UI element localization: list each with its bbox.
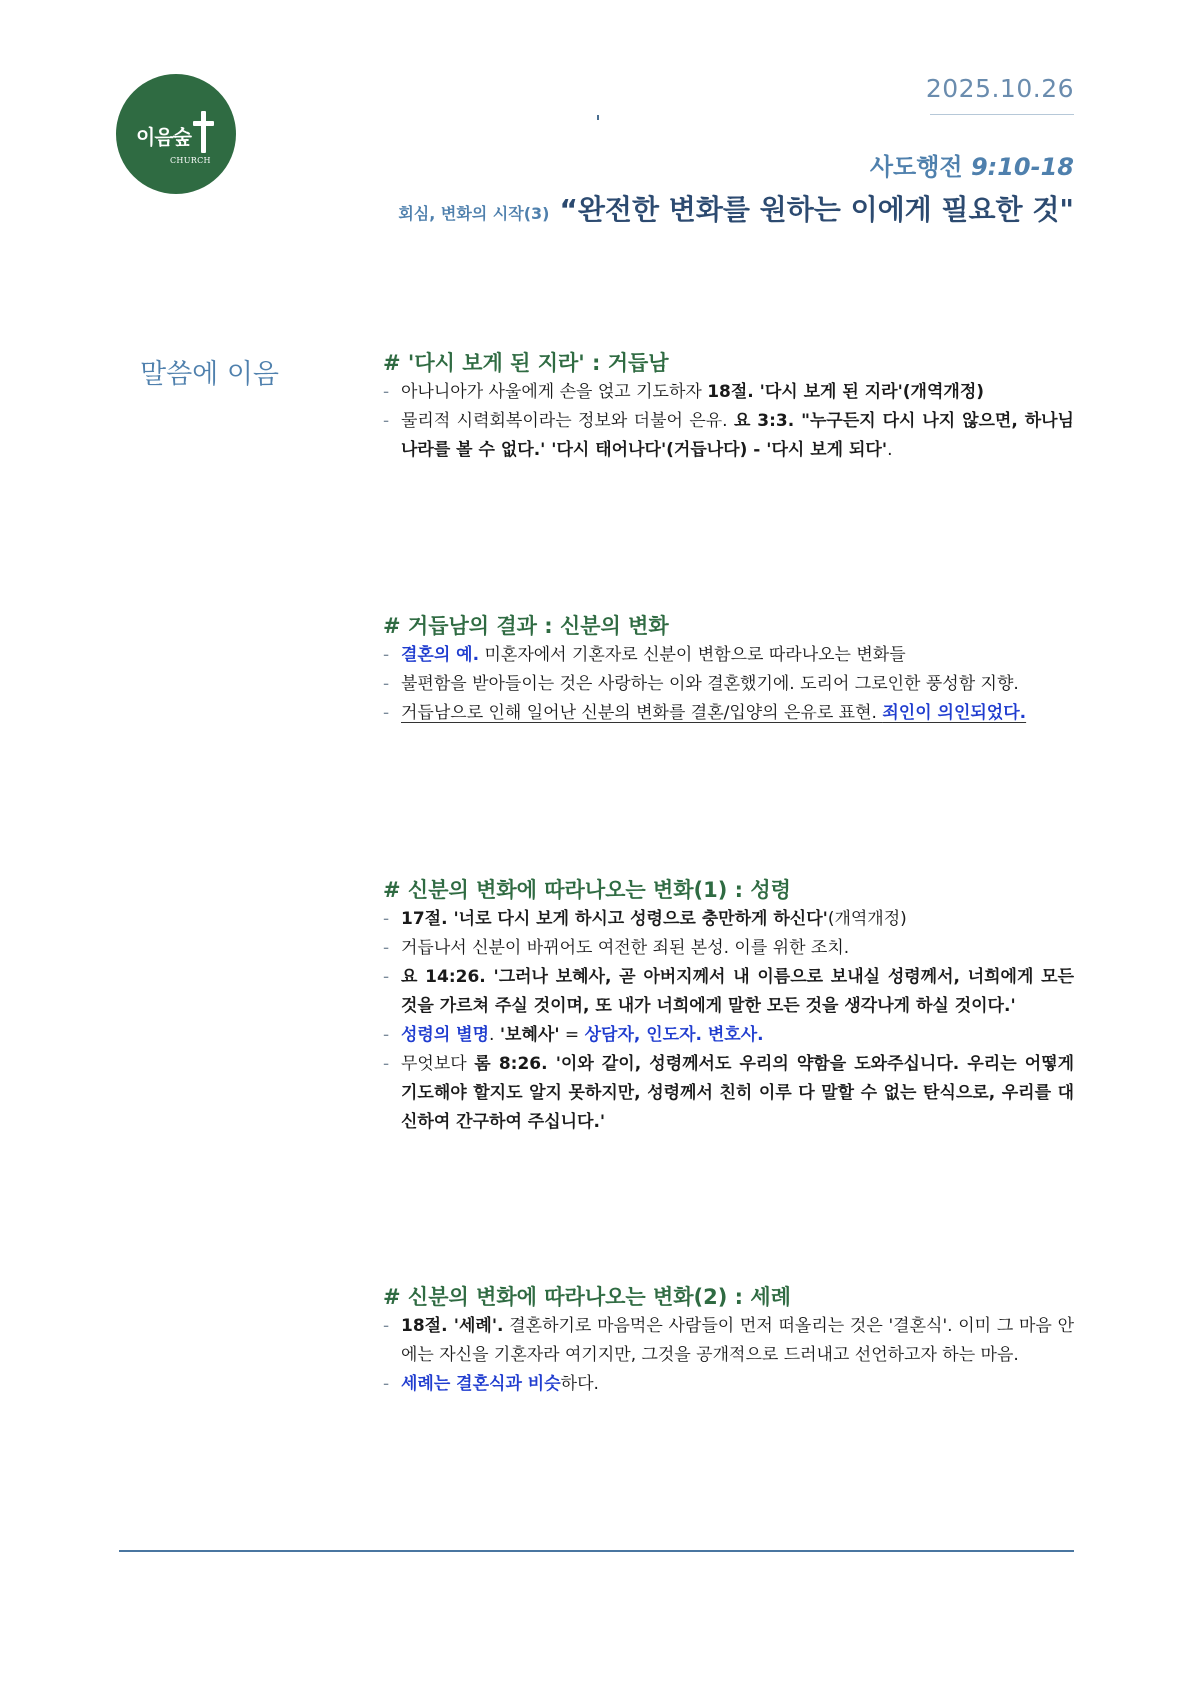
highlight-text: 죄인이 의인되었다. <box>882 703 1027 723</box>
sermon-title: “완전한 변화를 원하는 이에게 필요한 것" <box>559 193 1074 226</box>
church-logo <box>116 74 236 194</box>
section-2 <box>383 612 1074 728</box>
bullet-item <box>383 963 1074 1021</box>
bullet-text <box>401 909 907 929</box>
bullet-marker: - <box>383 909 390 929</box>
bullet-item <box>383 1370 1074 1399</box>
bullet-item <box>383 407 1074 465</box>
text-segment: = <box>559 1025 585 1045</box>
bullet-marker: - <box>383 1025 390 1045</box>
bullet-item <box>383 641 1074 670</box>
logo-church-text: CHURCH <box>170 156 211 165</box>
bullet-marker: - <box>383 703 390 723</box>
date-underline <box>930 114 1074 115</box>
text-segment: . <box>887 440 893 460</box>
bold-text: '보혜사' <box>499 1025 560 1045</box>
text-segment: 하다. <box>560 1374 599 1394</box>
highlight-text: 성령의 별명 <box>401 1025 490 1045</box>
text-segment: 물리적 시력회복이라는 정보와 더불어 은유. <box>401 411 734 431</box>
text-segment: 미혼자에서 기혼자로 신분이 변함으로 따라나오는 변화들 <box>479 645 906 665</box>
bullet-marker: - <box>383 1316 390 1336</box>
bullet-marker: - <box>383 1374 390 1394</box>
section-4 <box>383 1283 1074 1399</box>
bullet-text <box>401 1054 1074 1132</box>
cross-icon-bar <box>193 121 214 126</box>
text-segment: 결혼하기로 마음먹은 사람들이 먼저 떠올리는 것은 '결혼식'. 이미 그 마음 안에는 자신을 기혼자라 여기지만, 그것을 공개적으로 드러내고 선언하고자 하는 마음. <box>401 1316 1074 1365</box>
bullet-text <box>401 938 849 958</box>
bullet-item <box>383 934 1074 963</box>
bullet-text <box>401 703 1026 723</box>
text-segment: 거듭남으로 인해 일어난 신분의 변화를 결혼/입양의 은유로 표현. <box>401 703 883 723</box>
bullet-item <box>383 699 1074 728</box>
series-title: 회심, 변화의 시작(3) <box>398 204 550 223</box>
scripture-reference <box>870 147 1074 182</box>
section-heading: # 신분의 변화에 따라나오는 변화(1) : 성령 <box>383 878 791 902</box>
highlight-text: 상담자, 인도자. 변호사. <box>584 1025 764 1045</box>
bullet-item <box>383 670 1074 699</box>
text-segment: (개역개정) <box>827 909 907 929</box>
logo-name: 이음숲 <box>136 125 191 149</box>
highlight-text: 세례는 결혼식과 비슷 <box>401 1374 561 1394</box>
side-label: 말씀에 이음 <box>140 359 279 390</box>
highlight-text: 결혼의 예. <box>401 645 480 665</box>
section-3 <box>383 876 1074 1137</box>
bullet-item <box>383 378 1074 407</box>
section-heading: # '다시 보게 된 지라' : 거듭남 <box>383 351 669 375</box>
sermon-title-row <box>398 188 1074 228</box>
stray-mark <box>597 115 599 120</box>
bullet-text <box>401 967 1074 1016</box>
bullet-marker: - <box>383 967 390 987</box>
bullet-text <box>401 1374 599 1394</box>
scripture-verses: 9:10-18 <box>970 153 1074 181</box>
bullet-item <box>383 1050 1074 1137</box>
bullet-text <box>401 382 984 402</box>
text-segment: 불편함을 받아들이는 것은 사랑하는 이와 결혼했기에. 도리어 그로인한 풍성함 지향. <box>401 674 1019 694</box>
bullet-marker: - <box>383 645 390 665</box>
bold-text: 18절. '세례'. <box>401 1316 504 1336</box>
section-heading: # 신분의 변화에 따라나오는 변화(2) : 세례 <box>383 1285 791 1309</box>
bullet-item <box>383 905 1074 934</box>
text-segment: . <box>489 1025 500 1045</box>
section-1 <box>383 349 1074 465</box>
bullet-marker: - <box>383 674 390 694</box>
text-segment: 무엇보다 <box>401 1054 475 1074</box>
bullet-marker: - <box>383 1054 390 1074</box>
scripture-book: 사도행전 <box>869 153 971 181</box>
bullet-text <box>401 411 1074 460</box>
bulletin-date: 2025.10.26 <box>925 74 1074 103</box>
section-heading: # 거듭남의 결과 : 신분의 변화 <box>383 614 669 638</box>
bold-text: 요 14:26. '그러나 보혜사, 곧 아버지께서 내 이름으로 보내실 성령께서, 너희에게 모든 것을 가르쳐 주실 것이며, 또 내가 너희에게 말한 모든 것을 생각나게 하실 것이다.' <box>401 967 1074 1016</box>
bullet-text <box>401 1025 764 1045</box>
bold-text: 요 3:3. "누구든지 다시 나지 않으면, 하나님 나라를 볼 수 없다.' '다시 태어나다'(거듭나다) - '다시 보게 되다' <box>401 411 1074 460</box>
bullet-text <box>401 1316 1074 1365</box>
bullet-text <box>401 674 1019 694</box>
bullet-marker: - <box>383 411 390 431</box>
bullet-item <box>383 1021 1074 1050</box>
text-segment: 거듭나서 신분이 바뀌어도 여전한 죄된 본성. 이를 위한 조치. <box>401 938 850 958</box>
text-segment: 아나니아가 사울에게 손을 얹고 기도하자 <box>401 382 708 402</box>
bullet-text <box>401 645 906 665</box>
bold-text: 18절. '다시 보게 된 지라'(개역개정) <box>707 382 985 402</box>
bottom-divider <box>119 1550 1074 1552</box>
cross-icon <box>201 111 206 153</box>
bold-text: 롬 8:26. '이와 같이, 성령께서도 우리의 약함을 도와주십니다. 우리는 어떻게 기도해야 할지도 알지 못하지만, 성령께서 친히 이루 다 말할 수 없는 탄식으로, 우리를 대신하여 간구하여 주십니다.' <box>401 1054 1074 1132</box>
bold-text: 17절. '너로 다시 보게 하시고 성령으로 충만하게 하신다' <box>401 909 828 929</box>
bullet-marker: - <box>383 382 390 402</box>
bullet-marker: - <box>383 938 390 958</box>
bullet-item <box>383 1312 1074 1370</box>
